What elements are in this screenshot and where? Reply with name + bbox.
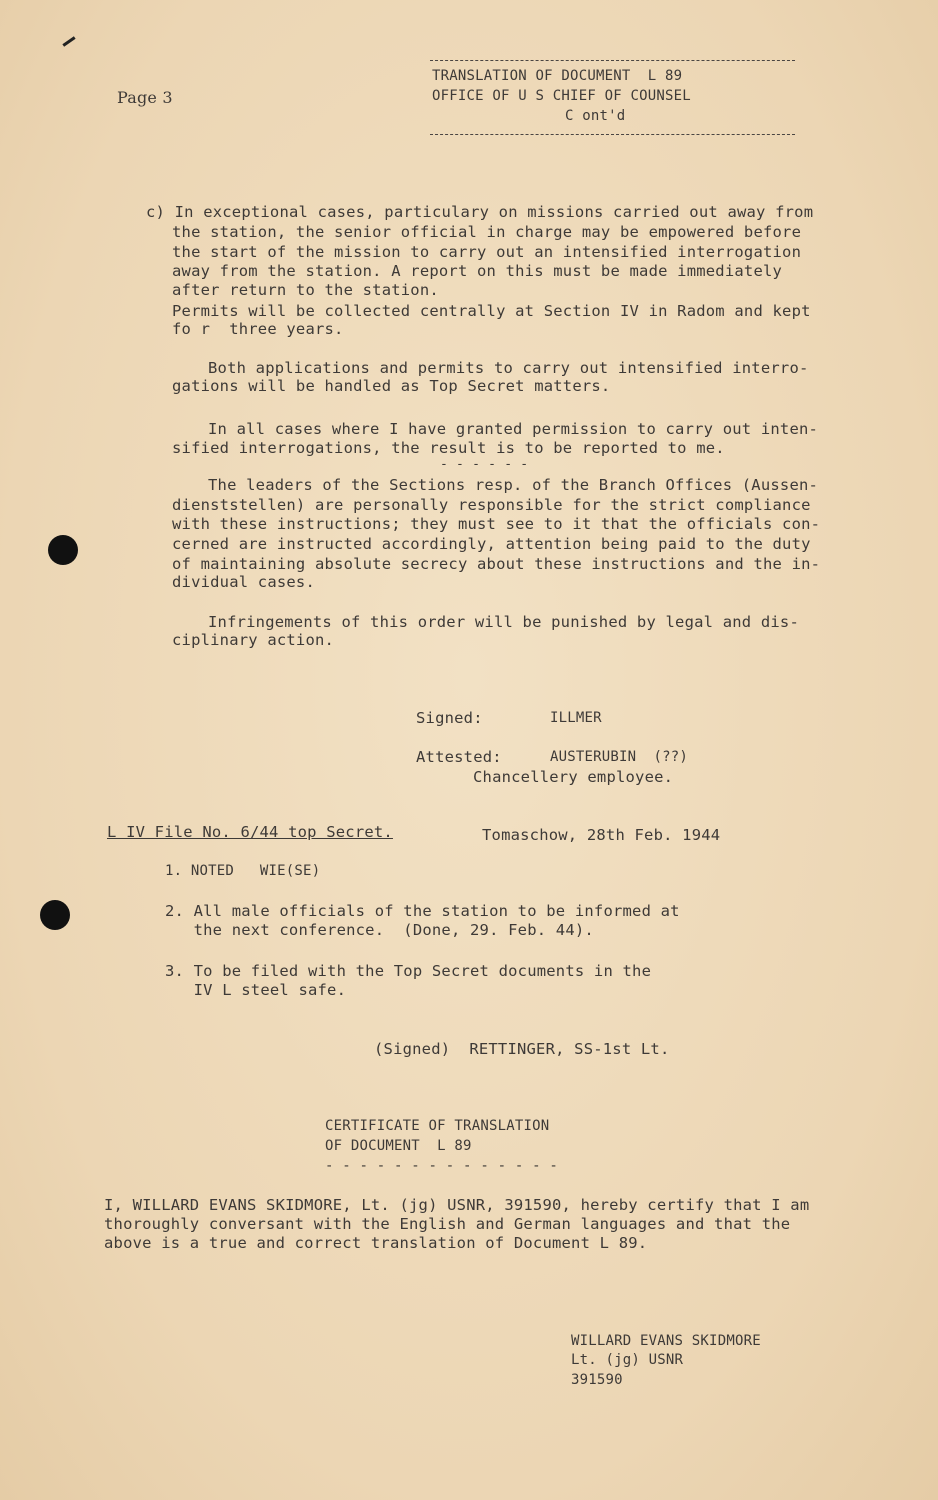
list-item: the next conference. (Done, 29. Feb. 44).	[165, 921, 594, 939]
header-line-1: TRANSLATION OF DOCUMENT L 89	[432, 68, 683, 84]
certificate-title-1: CERTIFICATE OF TRANSLATION	[325, 1118, 550, 1134]
attested-name: AUSTERUBIN (??)	[550, 749, 689, 765]
certificate-dashes: - - - - - - - - - - - - - -	[325, 1158, 558, 1174]
punch-hole-bottom	[40, 900, 70, 930]
page-number: Page 3	[117, 88, 173, 107]
list-item: 3. To be filed with the Top Secret documents in the	[165, 962, 652, 980]
document-page: Page 3 TRANSLATION OF DOCUMENT L 89 OFFICE OF U S CHIEF OF COUNSEL C ont'd c) In exceptional cases, particulary on missions carried out away from the station, the senior official in charge may be empowered before the start of the mission to carry out an intensified interrogation away from the station. A report on this must be made immediately after return to the station. Permits will be collected centrally at Section IV in Radom and kept fo r three years. Both applications and permits to carry out intensified interro- gations will be handled as Top Secret matters. In all cases where I have granted permission to carry out inten- sified interrogations, the result is to be reported to me. - - - - - - The leaders of the Sections resp. of the Branch Offices (Aussen- dienststellen) are personally responsible for the strict compliance with these instructions; they must see to it that the officials con- cerned are instructed accordingly, attention being paid to the duty of maintaining absolute secrecy about these instructions and the in- dividual cases. Infringements of this order will be punished by legal and dis- ciplinary action. Signed: ILLMER Attested: AUSTERUBIN (??) Chancellery employee. L IV File No. 6/44 top Secret. Tomaschow, 28th Feb. 1944 1. NOTED WIE(SE) 2. All male officials of the station to be informed at the next conference. (Done, 29. Feb. 44). 3. To be filed with the Top Secret documents in the IV L steel safe. (Signed) RETTINGER, SS-1st Lt. CERTIFICATE OF TRANSLATION OF DOCUMENT L 89 - - - - - - - - - - - - - - I, WILLARD EVANS SKIDMORE, Lt. (jg) USNR, 391590, hereby certify that I am thoroughly conversant with the English and German languages and that the above is a true and correct translation of Document L 89. WILLARD EVANS SKIDMORE Lt. (jg) USNR 391590	[0, 0, 938, 1500]
header-line-3: C ont'd	[565, 108, 626, 124]
list-item: IV L steel safe.	[165, 981, 347, 999]
signed-rettinger: (Signed) RETTINGER, SS-1st Lt.	[374, 1040, 670, 1058]
attested-label: Attested:	[416, 748, 502, 766]
header-rule-bottom	[430, 134, 795, 135]
list-item: 2. All male officials of the station to be informed at	[165, 902, 680, 920]
file-number: L IV File No. 6/44 top Secret.	[107, 823, 393, 841]
place-date: Tomaschow, 28th Feb. 1944	[482, 826, 721, 844]
header-line-2: OFFICE OF U S CHIEF OF COUNSEL	[432, 88, 691, 104]
punch-hole-top	[48, 535, 78, 565]
ink-mark	[62, 36, 75, 46]
signed-name: ILLMER	[550, 710, 602, 726]
attested-role: Chancellery employee.	[473, 768, 674, 786]
signed-label: Signed:	[416, 709, 483, 727]
header-rule-top	[430, 60, 795, 61]
list-item: 1. NOTED WIE(SE)	[165, 863, 321, 879]
separator-dashes: - - - - - -	[440, 457, 529, 472]
certificate-title-2: OF DOCUMENT L 89	[325, 1138, 472, 1154]
